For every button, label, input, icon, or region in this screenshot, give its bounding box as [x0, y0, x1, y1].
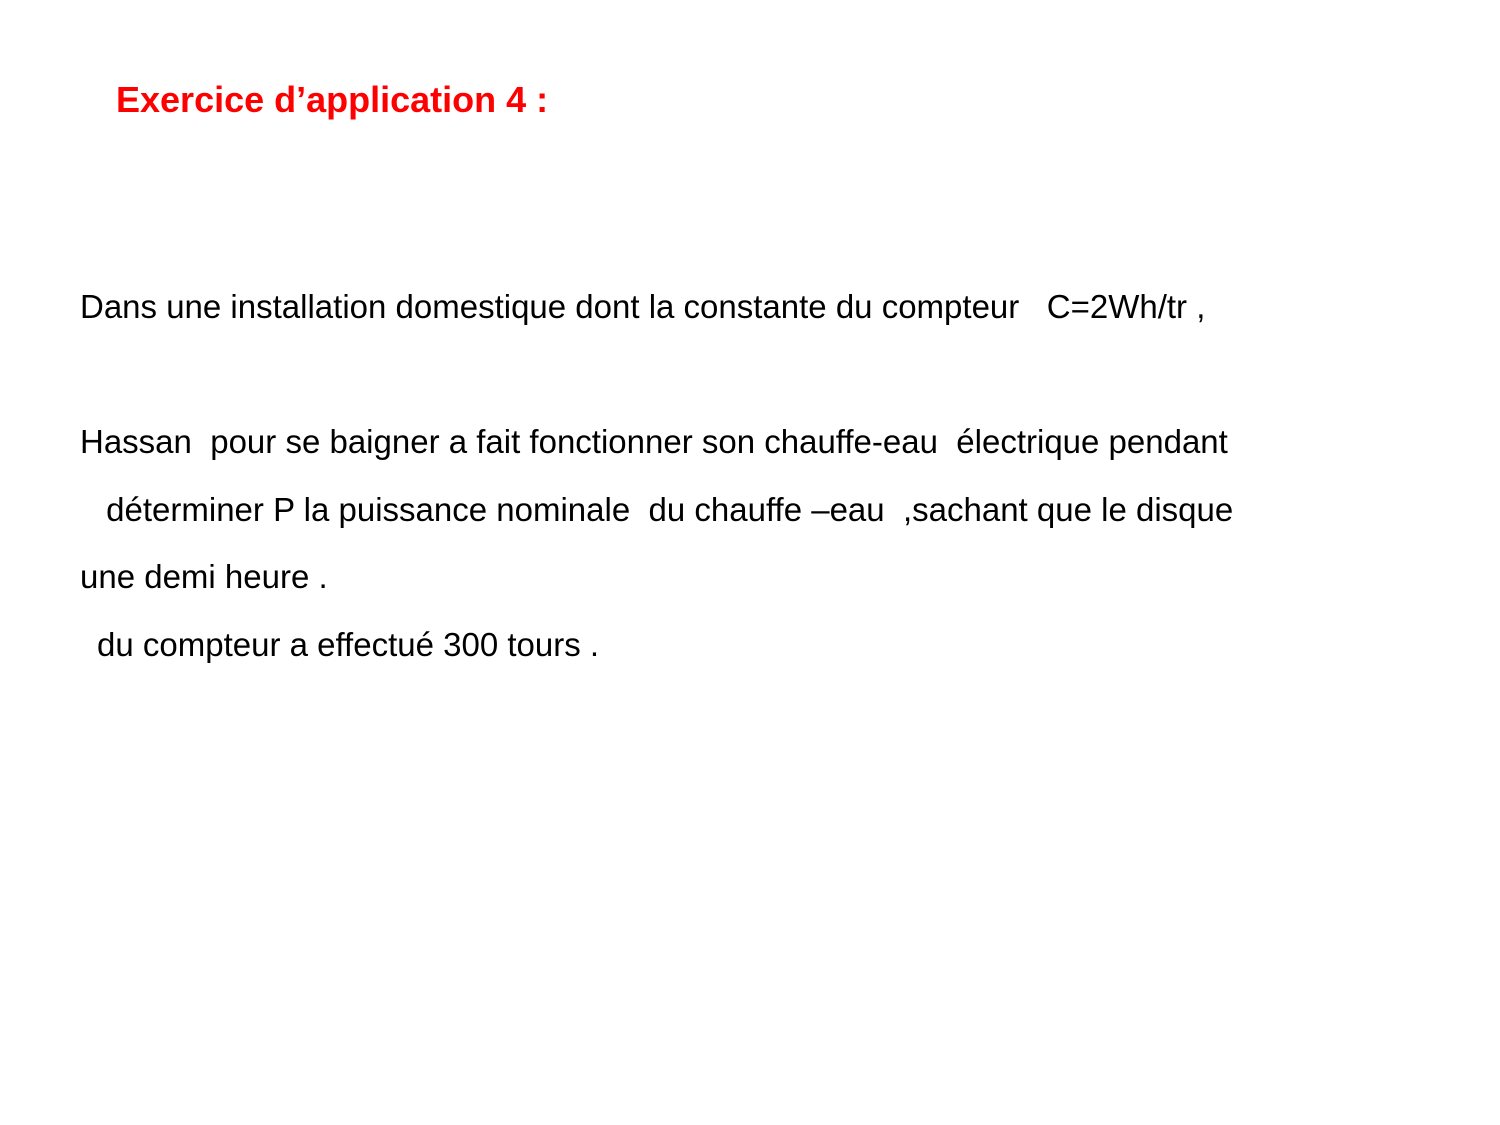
problem-statement-line: une demi heure . [80, 558, 328, 595]
exercise-title: Exercice d’application 4 : [116, 79, 549, 120]
problem-statement-line: Hassan pour se baigner a fait fonctionner son chauffe-eau électrique pendant [80, 423, 1228, 460]
question-line: déterminer P la puissance nominale du chauffe –eau ,sachant que le disque [97, 491, 1234, 528]
question [97, 397, 1233, 712]
problem-statement-line: Dans une installation domestique dont la constante du compteur C=2Wh/tr , [80, 288, 1206, 325]
question-line: du compteur a effectué 300 tours . [97, 626, 600, 663]
